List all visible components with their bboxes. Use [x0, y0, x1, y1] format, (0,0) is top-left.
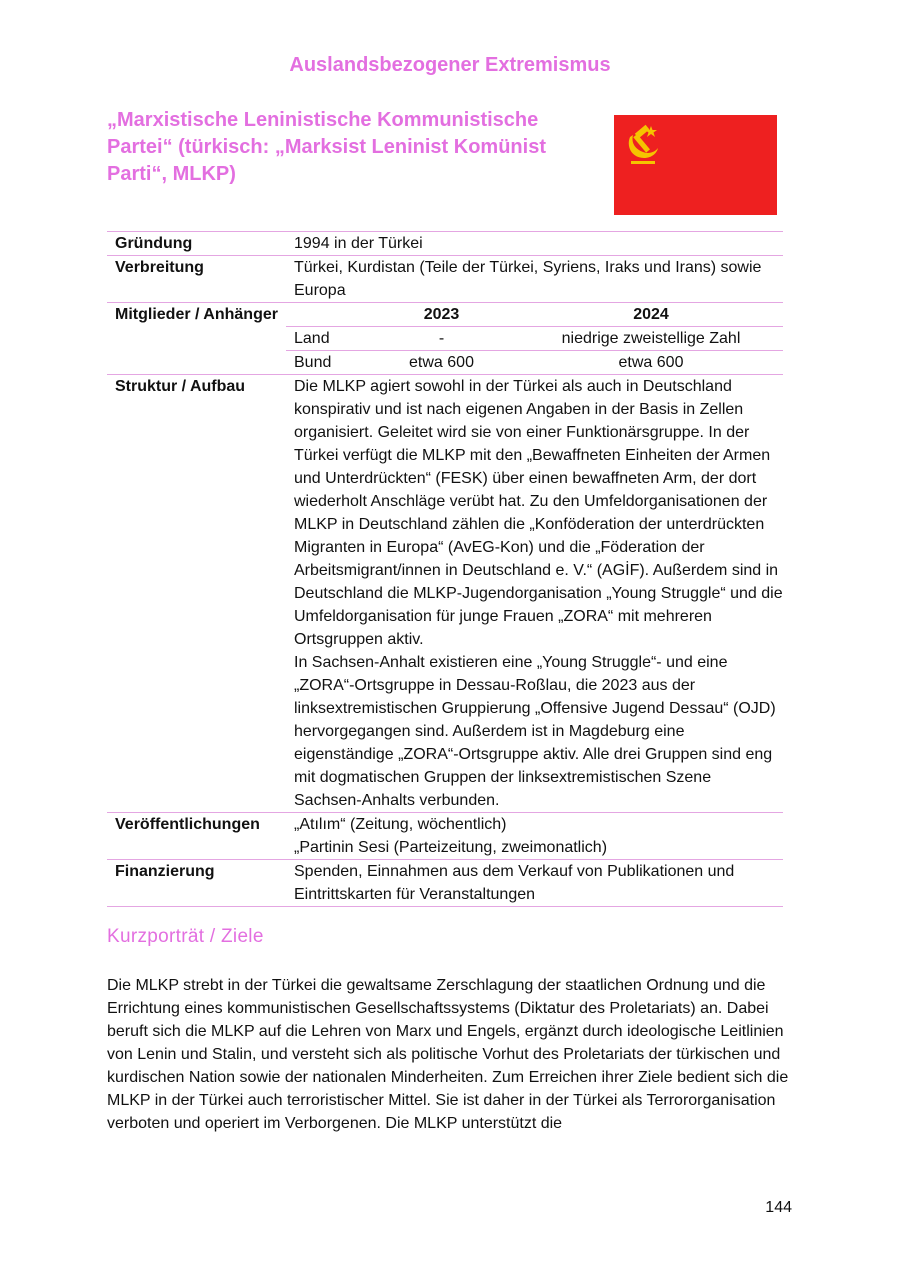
row-founding [107, 232, 783, 256]
year-2023-header: 2023 [423, 306, 460, 323]
level-label: Bund [286, 351, 364, 375]
members-value: etwa 600 [364, 351, 519, 375]
structure-value [286, 375, 783, 813]
row-financing [107, 860, 783, 907]
publications-label: Veröffentlichungen [107, 813, 286, 860]
level-label: Land [286, 327, 364, 351]
publications-value [286, 813, 783, 860]
section-title: Auslandsbezogener Extremismus [289, 54, 611, 76]
financing-label: Finanzierung [107, 860, 286, 907]
founding-label: Gründung [107, 232, 286, 256]
members-label: Mitglieder / Anhänger [107, 303, 286, 375]
members-value: - [364, 327, 519, 351]
members-row-bund [286, 351, 783, 375]
members-value: niedrige zweistellige Zahl [519, 327, 783, 351]
row-distribution [107, 256, 783, 303]
distribution-label: Verbreitung [107, 256, 286, 303]
row-members [107, 303, 783, 375]
members-header-row [286, 303, 783, 327]
distribution-value: Türkei, Kurdistan (Teile der Türkei, Syriens, Iraks und Irans) sowie Europa [286, 256, 783, 303]
financing-value: Spenden, Einnahmen aus dem Verkauf von Publikationen und Eintrittskarten für Veranstaltungen [286, 860, 783, 907]
organization-info-table [107, 231, 783, 907]
structure-label: Struktur / Aufbau [107, 375, 286, 813]
publication-item: „Partinin Sesi (Parteizeitung, zweimonatlich) [294, 839, 608, 856]
structure-paragraph: In Sachsen-Anhalt existieren eine „Young Struggle“- und eine „ZORA“-Ortsgruppe in Dessau-Roßlau, die 2023 aus der linksextremistischen Gruppierung „Offensive Jugend Dessau“ (OJD) hervorgegangen sind. Außerdem ist in Magdeburg eine eigenständige „ZORA“-Ortsgruppe aktiv. Alle drei Gruppen sind eng mit dogmatischen Gruppen der linksextremistischen Szene Sachsen-Anhalts verbunden. [294, 654, 776, 809]
publication-item: „Atılım“ (Zeitung, wöchentlich) [294, 816, 507, 833]
hammer-sickle-icon [622, 123, 664, 167]
profile-text: Die MLKP strebt in der Türkei die gewaltsame Zerschlagung der staatlichen Ordnung und die Errichtung eines kommunistischen Gesellschaftssystems (Diktatur des Proletariats) an. Dabei beruft sich die MLKP auf die Lehren von Marx und Engels, ergänzt durch ideologische Leitlinien von Lenin und Stalin, und versteht sich als politische Vorhut des Proletariats der türkischen und kurdischen Nation sowie der nationalen Minderheiten. Zum Erreichen ihrer Ziele bedient sich die MLKP in der Türkei auch terroristischer Mittel. Sie ist daher in der Türkei als Terrororganisation verboten und operiert im Verborgenen. Die MLKP unterstützt die [107, 977, 789, 1132]
profile-heading: Kurzporträt / Ziele [107, 926, 264, 947]
members-row-land [286, 327, 783, 351]
founding-value: 1994 in der Türkei [286, 232, 783, 256]
row-structure [107, 375, 783, 813]
mlkp-flag-icon [614, 115, 777, 215]
row-publications [107, 813, 783, 860]
year-2024-header: 2024 [633, 306, 669, 323]
members-value: etwa 600 [519, 351, 783, 375]
members-subtable-cell [286, 303, 783, 375]
page-number: 144 [765, 1199, 792, 1216]
organization-title: „Marxistische Leninistische Kommunistische Partei“ (türkisch: „Marksist Leninist Komünist Parti“, MLKP) [107, 109, 546, 185]
members-subtable [286, 303, 783, 374]
structure-paragraph: Die MLKP agiert sowohl in der Türkei als auch in Deutschland konspirativ und ist nach eigenen Angaben in der Basis in Zellen organisiert. Geleitet wird sie von einer Funktionärsgruppe. In der Türkei verfügt die MLKP mit den „Bewaffneten Einheiten der Armen und Unterdrückten“ (FESK) über einen bewaffneten Arm, der dort wiederholt Anschläge verübt hat. Zu den Umfeldorganisationen der MLKP in Deutschland zählen die „Konföderation der unterdrückten Migranten in Europa“ (AvEG-Kon) und die „Föderation der Arbeitsmigrant/innen in Deutschland e. V.“ (AGİF). Außerdem sind in Deutschland die MLKP-Jugendorganisation „Young Struggle“ und die Umfeldorganisation für junge Frauen „ZORA“ mit mehreren Ortsgruppen aktiv. [294, 378, 783, 648]
